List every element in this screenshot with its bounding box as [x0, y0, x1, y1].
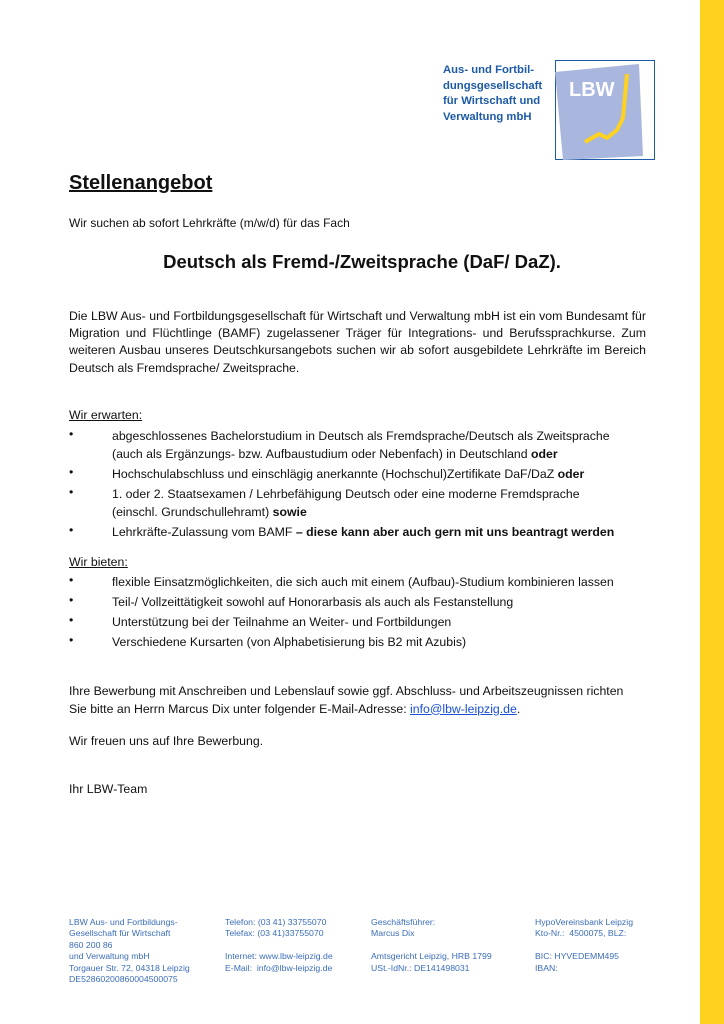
application-line: Ihre Bewerbung mit Anschreiben und Lebenslauf sowie ggf. Abschluss- und Arbeitszeugnissen richten	[69, 684, 624, 698]
footer-address: LBW Aus- und Fortbildungs- Gesellschaft für Wirtschaft 860 200 86 und Verwaltung mbH Torgauer Str. 72, 04318 Leipzig DE52860200860004500075	[69, 917, 190, 985]
list-item-bold: oder	[557, 467, 585, 481]
list-item-text: Unterstützung bei der Teilnahme an Weiter- und Fortbildungen	[112, 615, 452, 629]
list-item-text: abgeschlossenes Bachelorstudium in Deutsch als Fremdsprache/Deutsch als Zweitsprache	[112, 429, 610, 443]
application-end: .	[516, 701, 521, 716]
list-item	[69, 465, 659, 483]
bullet-icon: •	[69, 523, 74, 537]
logo-line: für Wirtschaft und	[443, 95, 541, 107]
list-item	[69, 427, 659, 463]
company-description: Die LBW Aus- und Fortbildungsgesellschaft für Wirtschaft und Verwaltung mbH ist ein vom Bundesamt für Migration und Flüchtlinge (BAMF) zugelassener Träger für Integrations- und Berufssprachkurse. Zum weiteren Ausbau unseres Deutschkursangebots suchen wir ab sofort ausgebildete Lehrkräfte im Bereich Deutsch als Fremdsprache/ Zweitsprache.	[69, 309, 646, 375]
footer-management: Geschäftsführer: Marcus Dix Amtsgericht Leipzig, HRB 1799 USt.-IdNr.: DE141498031	[371, 917, 492, 973]
list-item-bold: sowie	[272, 505, 307, 519]
bullet-icon: •	[69, 465, 74, 479]
list-item	[69, 593, 659, 611]
bullet-icon: •	[69, 573, 74, 587]
list-item-text: (einschl. Grundschullehramt)	[112, 505, 273, 519]
list-item-bold: – diese kann aber auch gern mit uns beantragt werden	[295, 525, 615, 539]
list-item	[69, 613, 659, 631]
footer-contact: Telefon: (03 41) 33755070 Telefax: (03 41)33755070 Internet: www.lbw-leipzig.de E-Mail: info@lbw-leipzig.de	[225, 917, 333, 973]
list-item-text: flexible Einsatzmöglichkeiten, die sich auch mit einem (Aufbau)-Studium kombinieren lassen	[112, 575, 614, 589]
list-item	[69, 523, 659, 541]
job-subject: Deutsch als Fremd-/Zweitsprache (DaF/ DaZ).	[163, 251, 561, 272]
logo-line: Verwaltung mbH	[443, 110, 532, 123]
list-item-bold: oder	[531, 447, 558, 461]
bullet-icon: •	[69, 593, 74, 607]
list-item	[69, 485, 659, 521]
list-item	[69, 573, 659, 591]
list-item-text: Lehrkräfte-Zulassung vom BAMF	[112, 525, 296, 539]
application-text	[69, 683, 659, 718]
bullet-icon: •	[69, 613, 74, 627]
list-item-text: Verschiedene Kursarten (von Alphabetisierung bis B2 mit Azubis)	[112, 635, 467, 649]
lbw-logo	[555, 60, 655, 160]
signoff-text: Ihr LBW-Team	[69, 782, 148, 796]
list-item-text: 1. oder 2. Staatsexamen / Lehrbefähigung Deutsch oder eine moderne Fremdsprache	[112, 487, 580, 501]
bullet-icon: •	[69, 485, 74, 499]
application-line: Sie bitte an Herrn Marcus Dix unter folgender E-Mail-Adresse:	[69, 701, 411, 716]
yellow-side-bar	[700, 0, 724, 1024]
list-item-text: Hochschulabschluss und einschlägig anerkannte (Hochschul)Zertifikate DaF/DaZ	[112, 467, 558, 481]
page-title: Stellenangebot	[69, 172, 213, 194]
lbw-logo-graphic	[555, 60, 655, 160]
expect-heading: Wir erwarten:	[69, 408, 143, 422]
bullet-icon: •	[69, 427, 74, 441]
list-item-text: Teil-/ Vollzeittätigkeit sowohl auf Honorarbasis als auch als Festanstellung	[112, 595, 514, 609]
logo-line: dungsgesellschaft	[443, 79, 543, 92]
list-item	[69, 633, 659, 651]
logo-company-name	[443, 63, 553, 125]
thanks-text: Wir freuen uns auf Ihre Bewerbung.	[69, 734, 264, 748]
footer-bank: HypoVereinsbank Leipzig Kto-Nr.: 4500075, BLZ: BIC: HYVEDEMM495 IBAN:	[535, 917, 634, 973]
offer-list	[69, 573, 659, 651]
logo-line: Aus- und Fortbil-	[443, 64, 534, 76]
intro-text: Wir suchen ab sofort Lehrkräfte (m/w/d) für das Fach	[69, 216, 350, 230]
email-link[interactable]: info@lbw-leipzig.de	[410, 701, 517, 716]
expect-list	[69, 427, 659, 541]
bullet-icon: •	[69, 633, 74, 647]
logo-mark-text: LBW	[569, 79, 615, 101]
offer-heading: Wir bieten:	[69, 555, 128, 569]
list-item-text: (auch als Ergänzungs- bzw. Aufbaustudium oder Nebenfach) in Deutschland	[112, 447, 532, 461]
